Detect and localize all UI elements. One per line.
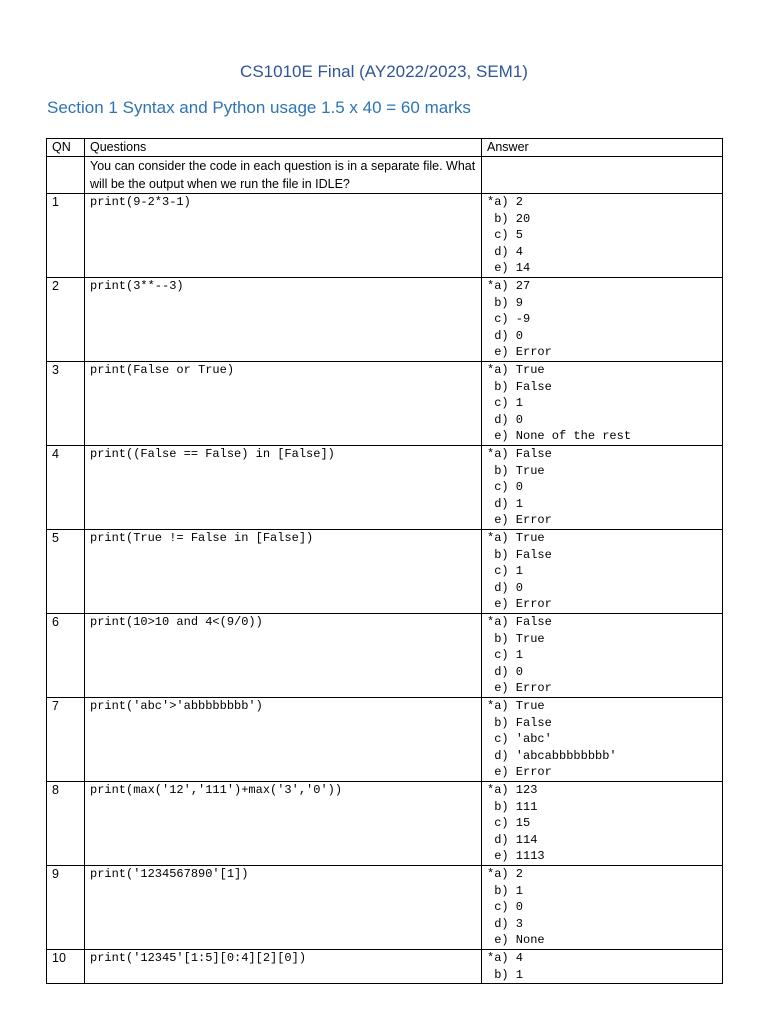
question-code: print(9-2*3-1): [85, 194, 482, 278]
header-questions: Questions: [85, 139, 482, 157]
document-title: CS1010E Final (AY2022/2023, SEM1): [240, 62, 528, 81]
answer-option: *a) 2: [487, 867, 524, 881]
answer-option: b) 111: [487, 799, 538, 814]
header-qn: QN: [47, 139, 85, 157]
answer-option: e) Error: [487, 681, 552, 696]
question-code: print('abc'>'abbbbbbbb'): [85, 698, 482, 782]
question-number: 9: [47, 866, 85, 950]
answer-options: [482, 614, 723, 698]
answer-options: [482, 782, 723, 866]
answer-option: d) 4: [487, 244, 524, 259]
answer-option: *a) False: [487, 447, 552, 461]
answer-option: c) 1: [487, 648, 524, 663]
instructions-text: You can consider the code in each question is in a separate file. What will be the output when we run the file in IDLE?: [85, 157, 482, 194]
question-code: print(10>10 and 4<(9/0)): [85, 614, 482, 698]
table-header-row: [47, 139, 723, 157]
question-number: 3: [47, 362, 85, 446]
question-code: print(True != False in [False]): [85, 530, 482, 614]
answer-option: *a) True: [487, 531, 545, 545]
answer-options: [482, 950, 723, 984]
answer-option: c) 'abc': [487, 732, 552, 747]
answer-option: *a) False: [487, 615, 552, 629]
question-row: [47, 446, 723, 530]
answer-option: e) Error: [487, 765, 552, 780]
answer-option: e) Error: [487, 345, 552, 360]
question-row: [47, 194, 723, 278]
question-code: print('1234567890'[1]): [85, 866, 482, 950]
question-number: 10: [47, 950, 85, 984]
answer-option: b) True: [487, 631, 545, 646]
answer-option: b) 9: [487, 295, 524, 310]
answer-option: b) 1: [487, 967, 524, 982]
answer-option: d) 0: [487, 664, 524, 679]
answer-option: *a) True: [487, 363, 545, 377]
question-row: [47, 782, 723, 866]
answer-option: d) 3: [487, 916, 524, 931]
answer-option: *a) 4: [487, 951, 524, 965]
answer-option: e) Error: [487, 513, 552, 528]
answer-options: [482, 446, 723, 530]
answer-option: d) 114: [487, 832, 538, 847]
question-code: print(max('12','111')+max('3','0')): [85, 782, 482, 866]
answer-option: e) 14: [487, 261, 531, 276]
answer-option: e) 1113: [487, 849, 545, 864]
answer-option: b) 20: [487, 211, 531, 226]
answer-option: d) 0: [487, 328, 524, 343]
question-row: [47, 530, 723, 614]
instructions-qn-cell: [47, 157, 85, 194]
instructions-answer-cell: [482, 157, 723, 194]
answer-options: [482, 362, 723, 446]
question-row: [47, 950, 723, 984]
question-code: print('12345'[1:5][0:4][2][0]): [85, 950, 482, 984]
question-row: [47, 614, 723, 698]
answer-option: c) 5: [487, 228, 524, 243]
question-number: 7: [47, 698, 85, 782]
answer-option: *a) True: [487, 699, 545, 713]
question-number: 6: [47, 614, 85, 698]
answer-option: c) 15: [487, 816, 531, 831]
section-heading: Section 1 Syntax and Python usage 1.5 x 40 = 60 marks: [47, 98, 471, 117]
answer-option: c) -9: [487, 312, 531, 327]
answer-option: d) 'abcabbbbbbbb': [487, 748, 617, 763]
answer-option: b) True: [487, 463, 545, 478]
answer-option: e) Error: [487, 597, 552, 612]
answer-option: c) 0: [487, 480, 524, 495]
answer-options: [482, 698, 723, 782]
question-number: 2: [47, 278, 85, 362]
header-answer: Answer: [482, 139, 723, 157]
question-code: print((False == False) in [False]): [85, 446, 482, 530]
answer-options: [482, 866, 723, 950]
answer-option: d) 0: [487, 412, 524, 427]
answer-option: c) 1: [487, 396, 524, 411]
answer-option: b) 1: [487, 883, 524, 898]
answer-option: d) 0: [487, 580, 524, 595]
answer-options: [482, 194, 723, 278]
answer-options: [482, 530, 723, 614]
instructions-row: [47, 157, 723, 194]
question-code: print(False or True): [85, 362, 482, 446]
question-number: 8: [47, 782, 85, 866]
question-row: [47, 278, 723, 362]
question-code: print(3**--3): [85, 278, 482, 362]
question-row: [47, 362, 723, 446]
answer-option: b) False: [487, 547, 552, 562]
question-number: 5: [47, 530, 85, 614]
questions-table: [46, 138, 723, 984]
answer-option: b) False: [487, 715, 552, 730]
answer-option: c) 0: [487, 900, 524, 915]
answer-option: *a) 123: [487, 783, 538, 797]
answer-option: b) False: [487, 379, 552, 394]
question-number: 4: [47, 446, 85, 530]
question-number: 1: [47, 194, 85, 278]
question-row: [47, 866, 723, 950]
answer-option: c) 1: [487, 564, 524, 579]
answer-option: *a) 27: [487, 279, 531, 293]
answer-option: e) None of the rest: [487, 429, 632, 444]
question-row: [47, 698, 723, 782]
answer-option: d) 1: [487, 496, 524, 511]
answer-options: [482, 278, 723, 362]
answer-option: e) None: [487, 933, 545, 948]
answer-option: *a) 2: [487, 195, 524, 209]
